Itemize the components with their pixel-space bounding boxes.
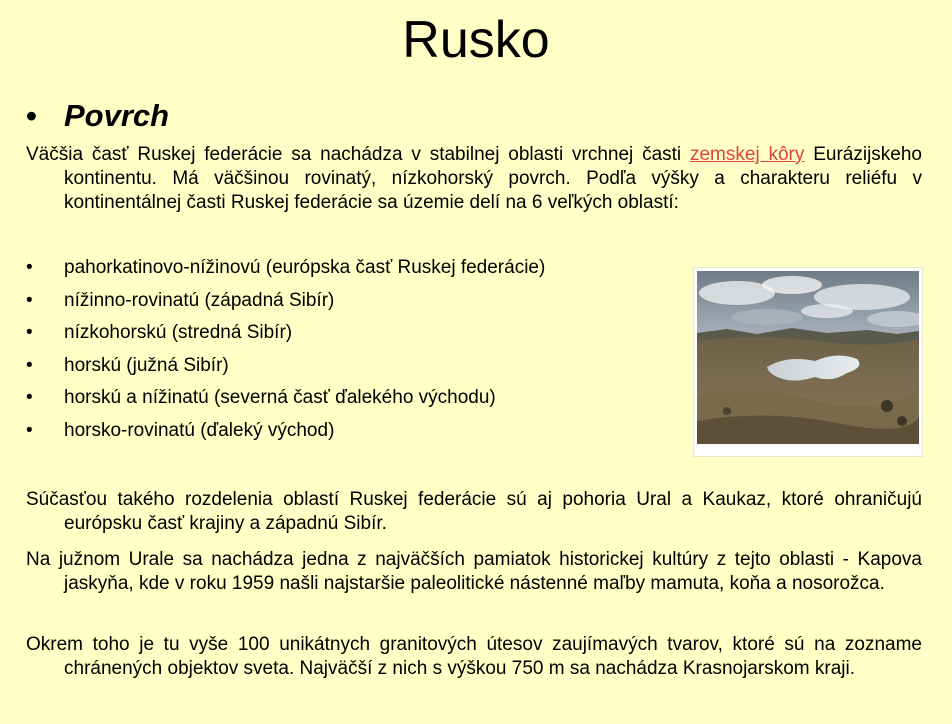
- bullet-marker: •: [26, 289, 33, 311]
- bullet-marker: •: [26, 322, 33, 344]
- list-item-text: pahorkatinovo-nížinovú (európska časť Ruskej federácie): [64, 257, 546, 278]
- list-item-text: horskú (južná Sibír): [64, 354, 229, 376]
- list-item: [26, 386, 545, 419]
- section-heading: Povrch: [64, 98, 170, 133]
- list-item-text: horskú a nížinatú (severná časť ďalekého východu): [64, 387, 496, 409]
- earth-crust-link[interactable]: zemskej kôry: [689, 144, 805, 165]
- list-item: [26, 289, 545, 322]
- bullet-marker: •: [26, 98, 37, 133]
- list-item: [26, 419, 545, 452]
- intro-paragraph: [26, 143, 922, 215]
- regions-list: [26, 256, 545, 452]
- list-item: [26, 354, 545, 387]
- bullet-marker: •: [26, 419, 33, 441]
- intro-text-after: Eurázijskeho kontinentu. Má väčšinou rovinatý, nízkohorský povrch. Podľa výšky a charakteru reliéfu v kontinentálnej časti Ruskej federácie sa územie delí na 6 veľkých oblastí:: [64, 144, 922, 213]
- bullet-marker: •: [26, 387, 33, 409]
- bullet-marker: •: [26, 354, 33, 376]
- paragraph-granite-cliffs: Okrem toho je tu vyše 100 unikátnych granitových útesov zaujímavých tvarov, ktoré sú na zozname chránených objektov sveta. Najväčší z nich s výškou 750 m sa nachádza Krasnojarskom kraji.: [26, 634, 922, 679]
- list-item-text: horsko-rovinatú (ďaleký východ): [64, 419, 335, 441]
- landscape-photo: [694, 268, 922, 456]
- intro-text-before: Väčšia časť Ruskej federácie sa nachádza v stabilnej oblasti vrchnej časti: [26, 144, 690, 165]
- list-item-text: nížinno-rovinatú (západná Sibír): [64, 289, 335, 311]
- paragraph-ural-caucasus: Súčasťou takého rozdelenia oblastí Ruskej federácie sú aj pohoria Ural a Kaukaz, ktoré ohraničujú európsku časť krajiny a západnú Sibír.: [26, 489, 922, 534]
- slide-title: Rusko: [402, 11, 550, 69]
- list-item-text: nízkohorskú (stredná Sibír): [64, 322, 293, 344]
- section-heading-row: [26, 96, 169, 136]
- list-item: [26, 321, 545, 354]
- landscape-image: [697, 271, 919, 444]
- bullet-marker: •: [26, 257, 33, 278]
- paragraph-kapova-cave: Na južnom Urale sa nachádza jedna z najväčších pamiatok historickej kultúry z tejto oblasti - Kapova jaskyňa, kde v roku 1959 našli najstaršie paleolitické nástenné maľby mamuta, koňa a nosorožca.: [26, 549, 922, 594]
- list-item: [26, 256, 545, 289]
